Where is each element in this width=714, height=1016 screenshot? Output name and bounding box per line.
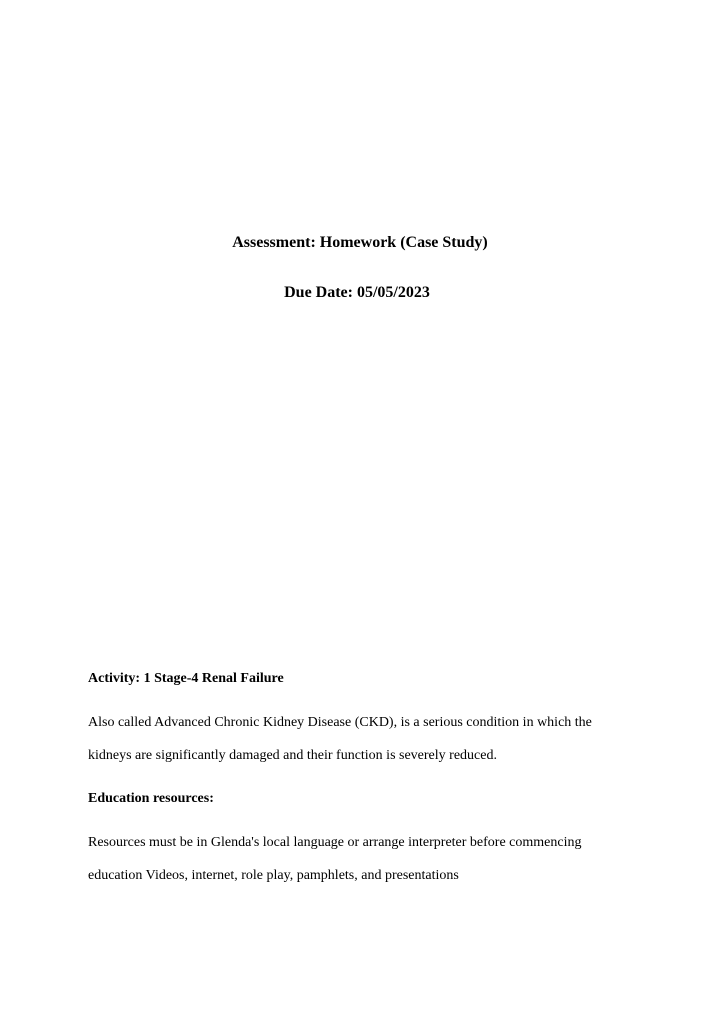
document-title: Assessment: Homework (Case Study): [232, 234, 488, 251]
due-date: Due Date: 05/05/2023: [284, 284, 430, 301]
activity-heading: Activity: 1 Stage-4 Renal Failure: [88, 671, 284, 686]
activity-paragraph-line: kidneys are significantly damaged and their function is severely reduced.: [88, 748, 497, 763]
activity-paragraph-line: Also called Advanced Chronic Kidney Disease (CKD), is a serious condition in which the: [88, 715, 592, 730]
education-heading: Education resources:: [88, 791, 214, 806]
education-paragraph-line: Resources must be in Glenda's local language or arrange interpreter before commencing: [88, 835, 582, 850]
education-paragraph-line: education Videos, internet, role play, pamphlets, and presentations: [88, 868, 459, 883]
